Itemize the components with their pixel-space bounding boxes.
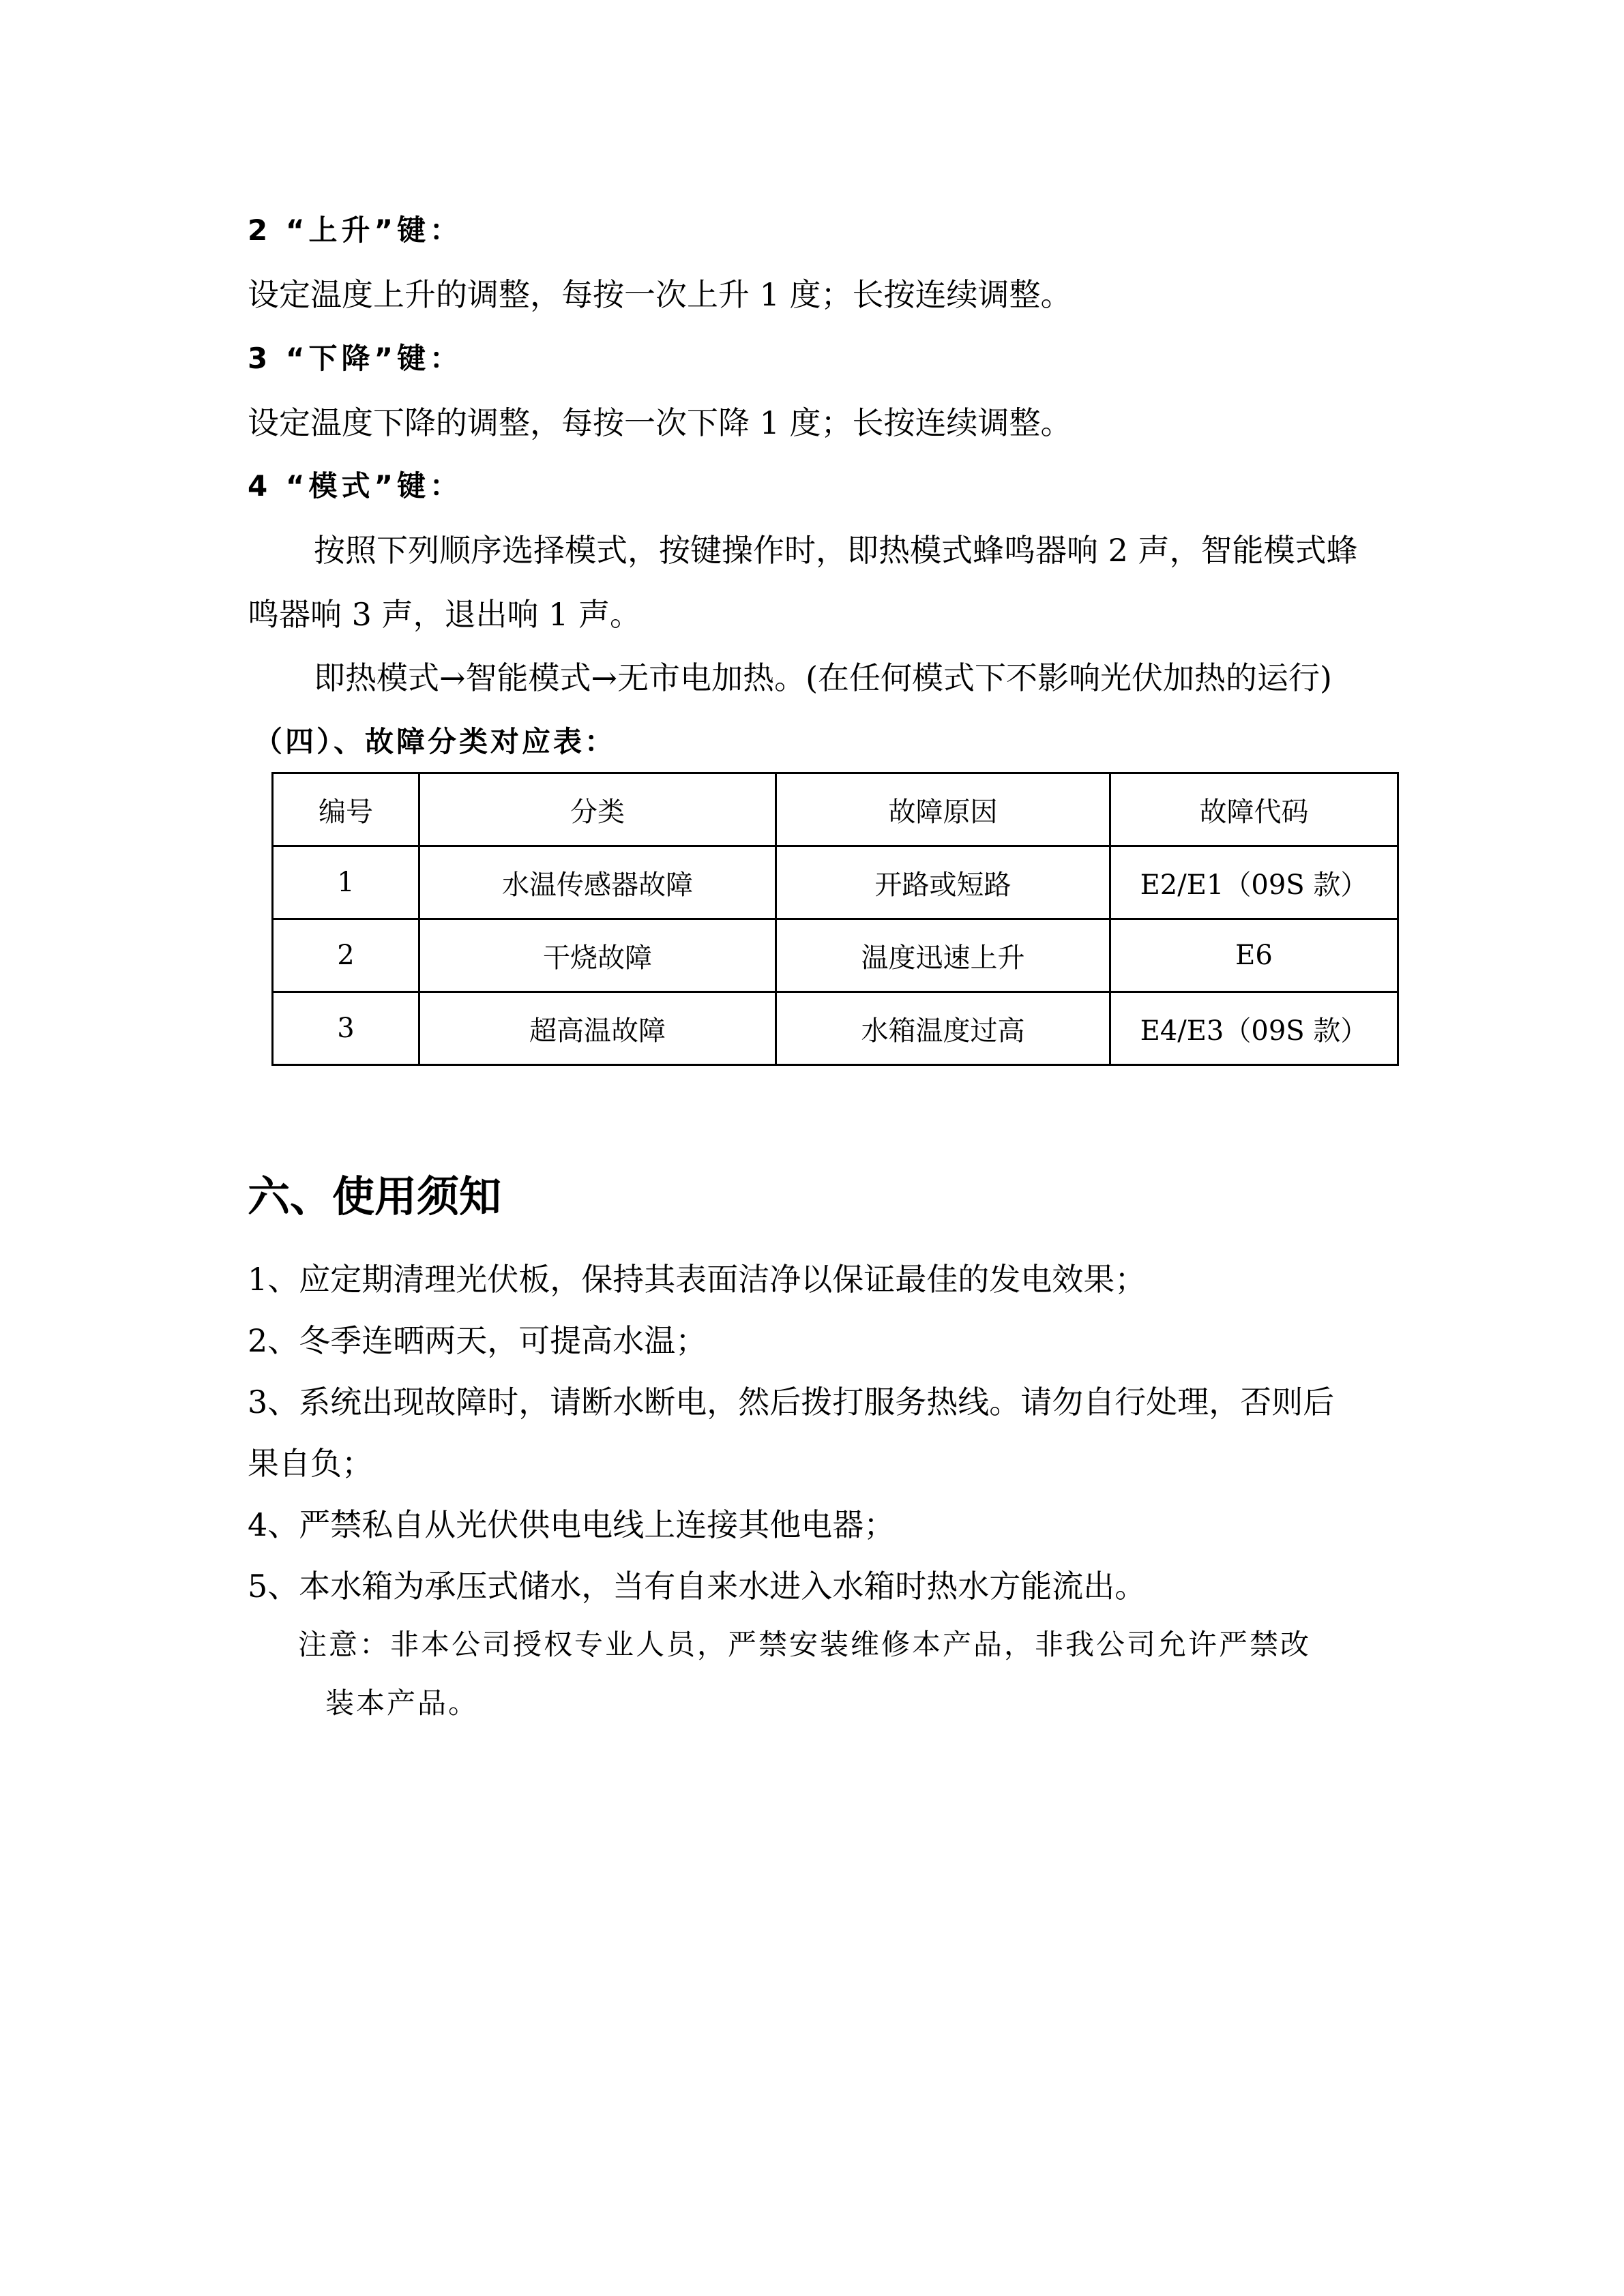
cell-category: 干烧故障 xyxy=(419,919,776,992)
header-code: 故障代码 xyxy=(1110,773,1398,846)
fault-table xyxy=(271,772,1399,1066)
table-row xyxy=(273,919,1398,992)
cell-category: 超高温故障 xyxy=(419,992,776,1065)
down-key-heading: 3 “下降”键： xyxy=(248,342,463,375)
mode-key-heading: 4 “模式”键： xyxy=(248,469,463,503)
up-key-description: 设定温度上升的调整，每按一次上升 1 度；长按连续调整。 xyxy=(248,276,1072,313)
down-key-description: 设定温度下降的调整，每按一次下降 1 度；长按连续调整。 xyxy=(248,404,1072,441)
usage-item-1: 1、应定期清理光伏板，保持其表面洁净以保证最佳的发电效果； xyxy=(248,1261,1147,1298)
header-number: 编号 xyxy=(273,773,419,846)
cell-cause: 水箱温度过高 xyxy=(776,992,1110,1065)
cell-code: E2/E1（09S 款） xyxy=(1110,846,1398,919)
usage-item-3-line1: 3、系统出现故障时，请断水断电，然后拨打服务热线。请勿自行处理，否则后 xyxy=(248,1384,1335,1420)
cell-code: E6 xyxy=(1110,919,1398,992)
mode-key-description-line2: 鸣器响 3 声，退出响 1 声。 xyxy=(248,596,642,633)
cell-cause: 温度迅速上升 xyxy=(776,919,1110,992)
table-row xyxy=(273,846,1398,919)
usage-item-5: 5、本水箱为承压式储水，当有自来水进入水箱时热水方能流出。 xyxy=(248,1568,1147,1605)
cell-number: 1 xyxy=(273,846,419,919)
cell-number: 3 xyxy=(273,992,419,1065)
usage-item-2: 2、冬季连晒两天，可提高水温； xyxy=(248,1322,707,1359)
header-cause: 故障原因 xyxy=(776,773,1110,846)
fault-table-title: （四）、故障分类对应表： xyxy=(254,725,617,758)
usage-item-3-line2: 果自负； xyxy=(248,1445,373,1482)
usage-note-line1: 注意：非本公司授权专业人员，严禁安装维修本产品，非我公司允许严禁改 xyxy=(298,1628,1312,1661)
usage-note-line2: 装本产品。 xyxy=(325,1686,479,1720)
cell-category: 水温传感器故障 xyxy=(419,846,776,919)
table-header-row xyxy=(273,773,1398,846)
mode-sequence: 即热模式→智能模式→无市电加热。(在任何模式下不影响光伏加热的运行) xyxy=(314,659,1332,696)
usage-item-4: 4、严禁私自从光伏供电电线上连接其他电器； xyxy=(248,1506,896,1543)
mode-key-description-line1: 按照下列顺序选择模式，按键操作时，即热模式蜂鸣器响 2 声，智能模式蜂 xyxy=(314,532,1358,569)
header-category: 分类 xyxy=(419,773,776,846)
cell-number: 2 xyxy=(273,919,419,992)
up-key-heading: 2 “上升”键： xyxy=(248,213,463,247)
table-row xyxy=(273,992,1398,1065)
cell-code: E4/E3（09S 款） xyxy=(1110,992,1398,1065)
usage-section-title: 六、使用须知 xyxy=(248,1172,502,1221)
cell-cause: 开路或短路 xyxy=(776,846,1110,919)
